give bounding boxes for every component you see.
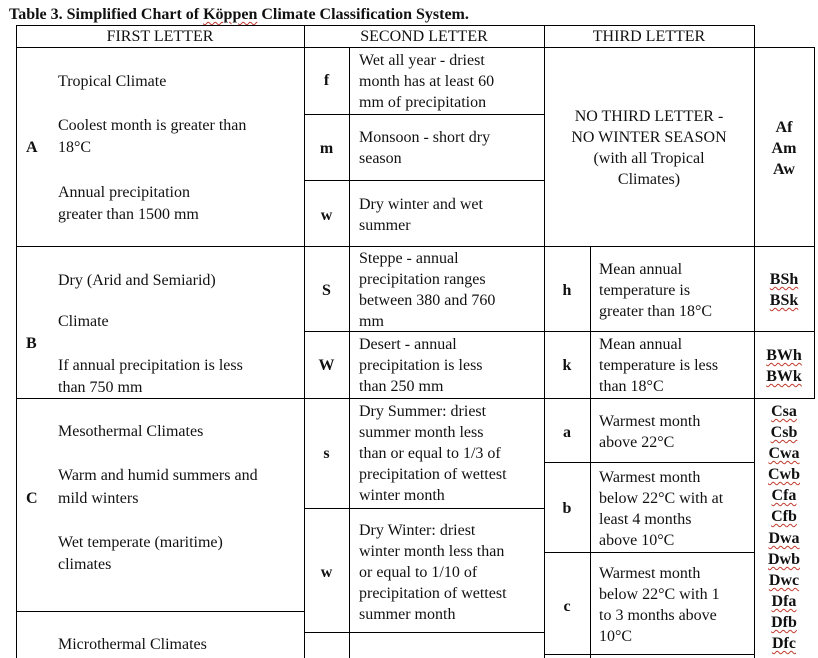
second-letter-s: s: [323, 445, 330, 462]
third-k-line-2: temperature is less: [599, 357, 719, 374]
group-a-desc-1: Tropical Climate: [58, 73, 167, 90]
header-third-letter: THIRD LETTER: [592, 28, 706, 45]
first-letter-c: C: [26, 490, 38, 507]
code-cfa: Cfa: [771, 487, 797, 504]
group-c-desc-4: Wet temperate (maritime): [58, 534, 223, 551]
third-letter-a: a: [563, 424, 571, 441]
code-cwb: Cwb: [767, 466, 800, 483]
header-second-letter: SECOND LETTER: [360, 28, 488, 45]
third-h-line-3: greater than 18°C: [599, 303, 713, 320]
third-b-line-4: above 10°C: [599, 532, 675, 549]
second-letter-w-upper: W: [318, 357, 335, 374]
third-letter-c: c: [563, 598, 571, 615]
second-w-c-line-3: or equal to 1/10 of: [359, 564, 478, 581]
third-k-line-1: Mean annual: [599, 336, 683, 353]
code-dwc: Dwc: [768, 572, 800, 589]
third-letter-k: k: [562, 357, 572, 374]
second-w-c-line-2: winter month less than: [359, 543, 505, 560]
code-aw: Aw: [773, 161, 795, 178]
second-letter-m: m: [319, 140, 334, 157]
code-dwb: Dwb: [767, 551, 800, 568]
table-title: Table 3. Simplified Chart of Köppen Climate Classification System.: [9, 6, 469, 23]
group-d-desc-1: Microthermal Climates: [58, 636, 207, 653]
code-csb: Csb: [770, 424, 798, 441]
third-letter-b: b: [562, 500, 572, 517]
third-c-line-4: 10°C: [599, 628, 633, 645]
second-w-upper-line-1: Desert - annual: [359, 336, 457, 353]
second-s-line-1: Steppe - annual: [359, 250, 459, 267]
second-s-line-4: mm: [359, 313, 384, 330]
group-c-desc-1: Mesothermal Climates: [58, 423, 204, 440]
second-s-c-line-2: summer month less: [359, 424, 484, 441]
title-koppen: Köppen: [203, 6, 258, 23]
group-a-desc-5: greater than 1500 mm: [58, 206, 199, 223]
third-c-line-2: below 22°C with 1: [599, 586, 720, 603]
group-c-desc-5: climates: [58, 556, 112, 573]
code-dwa: Dwa: [768, 530, 800, 547]
code-cfb: Cfb: [771, 508, 797, 525]
no-third-letter-1: NO THIRD LETTER -: [574, 108, 724, 125]
group-c-desc-3: mild winters: [58, 490, 139, 507]
no-third-letter-3: (with all Tropical: [593, 150, 705, 167]
second-letter-f: f: [323, 72, 330, 89]
second-s-line-2: precipitation ranges: [359, 271, 486, 288]
no-third-letter-2: NO WINTER SEASON: [571, 129, 727, 146]
group-a-desc-2: Coolest month is greater than: [58, 117, 247, 134]
second-f-line-2: month has at least 60: [359, 73, 495, 90]
second-m-line-2: season: [359, 150, 402, 167]
code-cwa: Cwa: [768, 445, 800, 462]
code-bwh: BWh: [766, 347, 802, 364]
first-letter-b: B: [26, 335, 37, 352]
code-bwk: BWk: [766, 368, 802, 385]
group-b-desc-2: Climate: [58, 313, 109, 330]
second-s-c-line-3: than or equal to 1/3 of: [359, 445, 501, 462]
third-b-line-2: below 22°C with at: [599, 490, 724, 507]
no-third-letter-4: Climates): [617, 171, 681, 188]
second-letter-w-c: w: [320, 564, 333, 581]
second-w-a-line-2: summer: [359, 217, 411, 234]
second-letter-s-upper: S: [322, 282, 331, 299]
code-dfb: Dfb: [771, 614, 797, 631]
group-b-desc-1: Dry (Arid and Semiarid): [58, 272, 216, 289]
code-bsh: BSh: [769, 271, 799, 288]
second-s-c-line-1: Dry Summer: driest: [359, 403, 487, 420]
second-s-c-line-5: winter month: [359, 487, 445, 504]
second-w-c-line-4: precipitation of wettest: [359, 585, 507, 602]
second-s-c-line-4: precipitation of wettest: [359, 466, 507, 483]
group-c-desc-2: Warm and humid summers and: [58, 467, 258, 484]
code-af: Af: [775, 119, 793, 136]
third-a-line-1: Warmest month: [599, 413, 701, 430]
group-b-desc-3: If annual precipitation is less: [58, 357, 243, 374]
second-m-line-1: Monsoon - short dry: [359, 129, 491, 146]
second-w-upper-line-2: precipitation is less: [359, 357, 483, 374]
code-dfc: Dfc: [772, 635, 796, 652]
second-f-line-3: mm of precipitation: [359, 94, 487, 111]
third-c-line-1: Warmest month: [599, 565, 701, 582]
code-csa: Csa: [771, 403, 797, 420]
third-k-line-3: than 18°C: [599, 378, 664, 395]
header-first-letter: FIRST LETTER: [106, 28, 214, 45]
code-dfa: Dfa: [771, 593, 797, 610]
second-w-c-line-5: summer month: [359, 606, 456, 623]
second-letter-w-a: w: [320, 207, 333, 224]
group-a-desc-4: Annual precipitation: [58, 184, 190, 201]
group-a-desc-3: 18°C: [58, 139, 92, 156]
second-s-line-3: between 380 and 760: [359, 292, 496, 309]
code-bsk: BSk: [769, 292, 799, 309]
third-letter-h: h: [562, 282, 572, 299]
third-h-line-1: Mean annual: [599, 261, 683, 278]
third-h-line-2: temperature is: [599, 282, 691, 299]
second-f-line-1: Wet all year - driest: [359, 52, 485, 69]
third-c-line-3: to 3 months above: [599, 607, 717, 624]
third-b-line-3: least 4 months: [599, 511, 692, 528]
third-b-line-1: Warmest month: [599, 469, 701, 486]
second-w-upper-line-3: than 250 mm: [359, 378, 444, 395]
code-am: Am: [771, 140, 797, 157]
group-b-desc-4: than 750 mm: [58, 379, 143, 396]
second-w-c-line-1: Dry Winter: driest: [359, 522, 476, 539]
second-w-a-line-1: Dry winter and wet: [359, 196, 483, 213]
third-a-line-2: above 22°C: [599, 434, 675, 451]
first-letter-a: A: [26, 139, 38, 156]
